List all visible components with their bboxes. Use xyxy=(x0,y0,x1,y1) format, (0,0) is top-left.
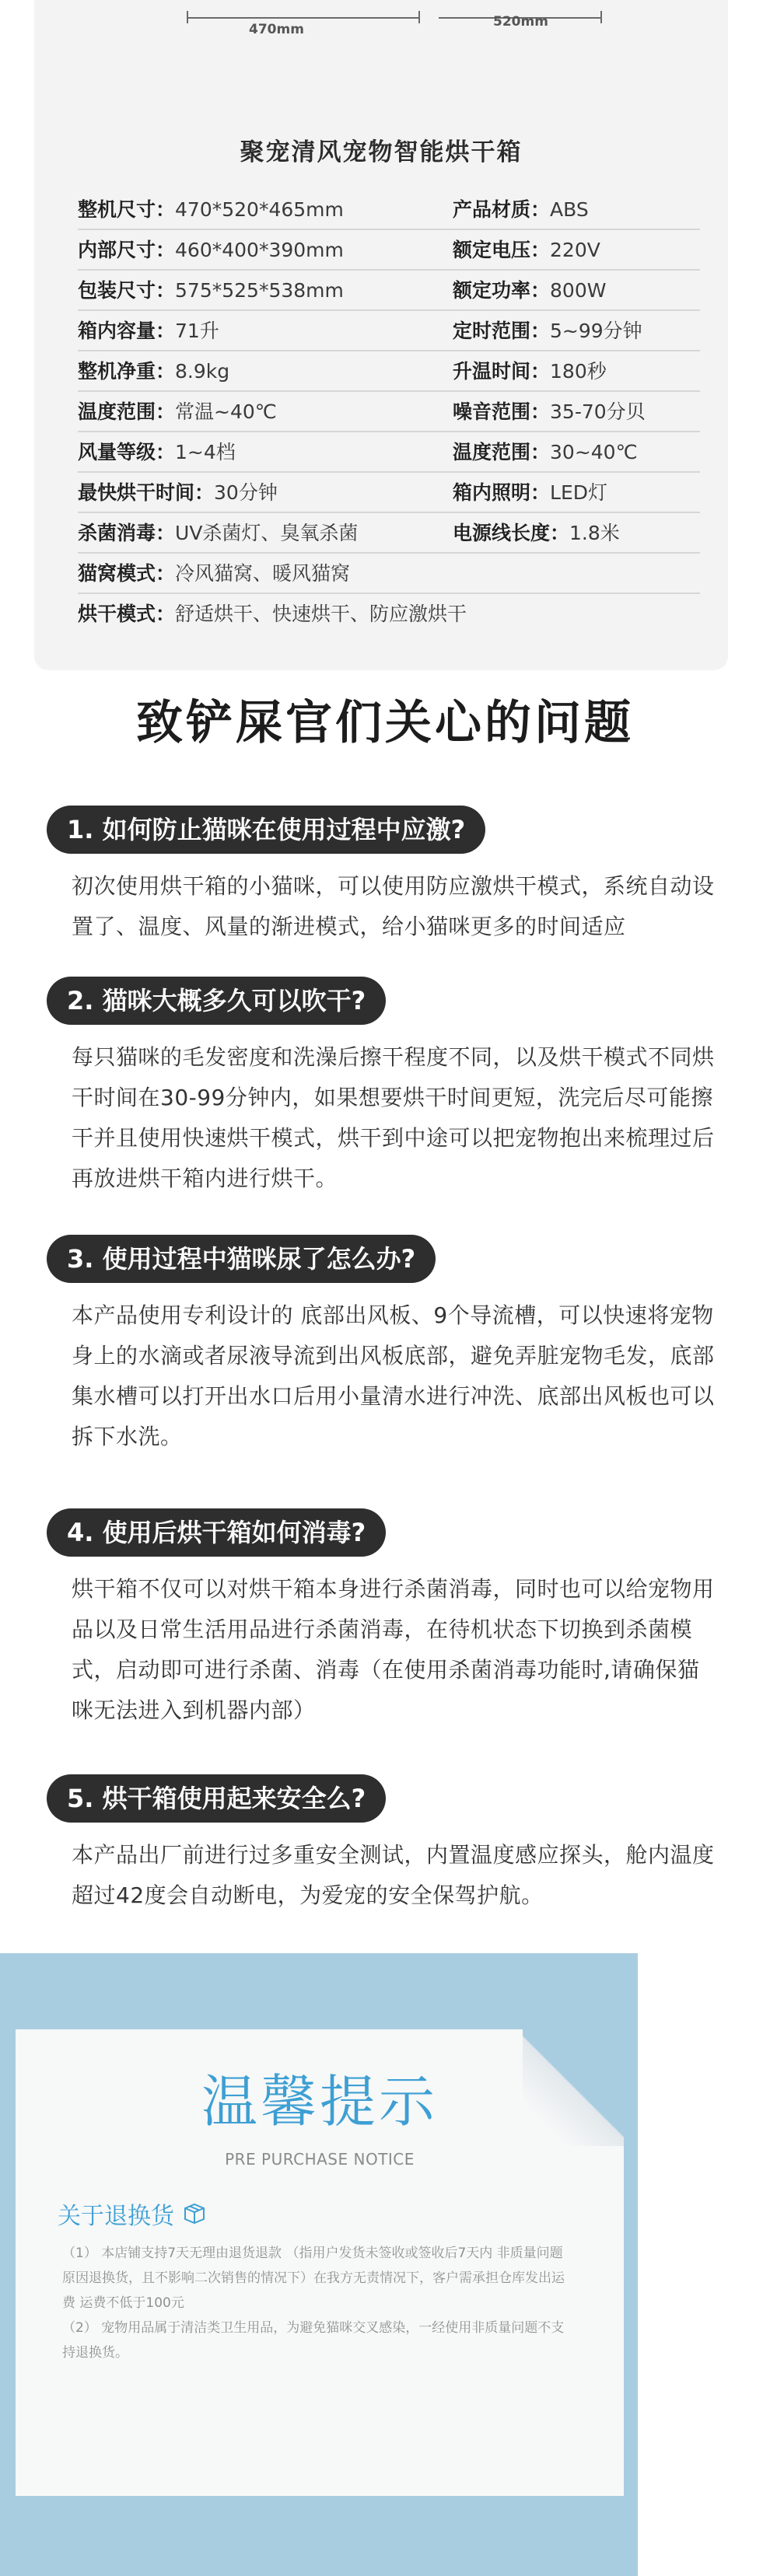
spec-row xyxy=(78,271,700,311)
spec-value: 800W xyxy=(550,279,607,302)
faq-question: 1. 如何防止猫咪在使用过程中应激? xyxy=(47,806,485,854)
spec-row xyxy=(78,473,700,513)
faq-answer: 本产品使用专利设计的 底部出风板、9个导流槽，可以快速将宠物身上的水滴或者尿液导流到出风板底部，避免弄脏宠物毛发，底部集水槽可以打开出水口后用小量清水进行冲洗、底部出风板也可以拆下水洗。 xyxy=(72,1302,715,1449)
spec-value: 180秒 xyxy=(550,360,607,383)
spec-key: 电源线长度： xyxy=(453,522,570,544)
spec-cell xyxy=(453,351,607,392)
spec-value: LED灯 xyxy=(550,481,607,504)
spec-row xyxy=(78,513,700,554)
spec-cell xyxy=(78,513,358,554)
spec-key: 定时范围： xyxy=(453,320,551,342)
faq-item-3 xyxy=(47,1235,731,1457)
spec-value: 30分钟 xyxy=(214,481,278,504)
spec-key: 猫窝模式： xyxy=(78,562,176,585)
notice-title: 温馨提示 xyxy=(201,2069,438,2134)
return-policy-body xyxy=(62,2241,576,2365)
faq-question: 3. 使用过程中猫咪尿了怎么办? xyxy=(47,1235,436,1283)
spec-key: 整机尺寸： xyxy=(78,198,176,221)
spec-row xyxy=(78,190,700,230)
spec-cell xyxy=(453,230,600,271)
spec-key: 箱内容量： xyxy=(78,320,176,342)
spec-cell xyxy=(78,554,350,594)
spec-key: 温度范围： xyxy=(78,400,176,423)
spec-key: 风量等级： xyxy=(78,441,176,463)
spec-cell xyxy=(78,351,229,392)
faq-answer: 每只猫咪的毛发密度和洗澡后擦干程度不同，以及烘干模式不同烘干时间在30-99分钟内，如果想要烘干时间更短，洗完后尽可能擦干并且使用快速烘干模式，烘干到中途可以把宠物抱出来梳理过后再放进烘干箱内进行烘干。 xyxy=(72,1044,715,1191)
spec-value: 470*520*465mm xyxy=(175,198,344,221)
faq-question: 2. 猫咪大概多久可以吹干? xyxy=(47,977,386,1025)
spec-row xyxy=(78,594,700,634)
return-policy-line-2: （2） 宠物用品属于清洁类卫生用品，为避免猫咪交叉感染，一经使用非质量问题不支持退换货。 xyxy=(62,2320,565,2361)
spec-cell xyxy=(453,311,642,351)
faq-question: 4. 使用后烘干箱如何消毒? xyxy=(47,1508,386,1557)
spec-value: 220V xyxy=(550,239,600,261)
package-icon xyxy=(182,2201,207,2226)
spec-value: 舒适烘干、快速烘干、防应激烘干 xyxy=(175,603,467,625)
spec-value: 8.9kg xyxy=(175,360,230,383)
spec-cell xyxy=(78,594,467,634)
spec-value: 1.8米 xyxy=(569,522,620,544)
spec-key: 额定功率： xyxy=(453,279,551,302)
spec-key: 升温时间： xyxy=(453,360,551,383)
faq-question: 5. 烘干箱使用起来安全么? xyxy=(47,1774,386,1823)
spec-cell xyxy=(453,190,589,230)
spec-key: 箱内照明： xyxy=(453,481,551,504)
spec-cell xyxy=(78,392,277,432)
spec-value: 35-70分贝 xyxy=(550,400,646,423)
spec-cell xyxy=(78,432,236,473)
faq-item-4 xyxy=(47,1508,731,1731)
faq-answer: 烘干箱不仅可以对烘干箱本身进行杀菌消毒，同时也可以给宠物用品以及日常生活用品进行杀菌消毒，在待机状态下切换到杀菌模式，启动即可进行杀菌、消毒（在使用杀菌消毒功能时,请确保猫咪无法进入到机器内部） xyxy=(72,1576,715,1723)
spec-value: ABS xyxy=(550,198,589,221)
spec-value: 460*400*390mm xyxy=(175,239,344,261)
spec-row xyxy=(78,392,700,432)
spec-cell xyxy=(453,432,638,473)
spec-value: UV杀菌灯、臭氧杀菌 xyxy=(175,522,359,544)
spec-cell xyxy=(453,473,607,513)
faq-item-5 xyxy=(47,1774,731,1916)
spec-row xyxy=(78,351,700,392)
spec-cell xyxy=(78,473,278,513)
faq-item-1 xyxy=(47,806,731,947)
spec-key: 包装尺寸： xyxy=(78,279,176,302)
notice-subtitle: PRE PURCHASE NOTICE xyxy=(225,2150,415,2169)
spec-value: 30~40℃ xyxy=(550,441,638,463)
width-dimension-label: 470mm xyxy=(249,22,304,37)
spec-key: 杀菌消毒： xyxy=(78,522,176,544)
spec-key: 最快烘干时间： xyxy=(78,481,215,504)
spec-cell xyxy=(78,271,344,311)
faq-heading: 致铲屎官们关心的问题 xyxy=(136,696,634,750)
spec-key: 内部尺寸： xyxy=(78,239,176,261)
return-policy-heading xyxy=(58,2197,207,2231)
dimension-diagram xyxy=(34,0,728,47)
spec-value: 575*525*538mm xyxy=(175,279,344,302)
spec-card xyxy=(34,0,728,670)
spec-key: 烘干模式： xyxy=(78,603,176,625)
spec-key: 产品材质： xyxy=(453,198,551,221)
spec-cell xyxy=(453,513,620,554)
spec-row xyxy=(78,311,700,351)
spec-key: 整机净重： xyxy=(78,360,176,383)
faq-answer: 本产品出厂前进行过多重安全测试，内置温度感应探头，舱内温度超过42度会自动断电，为爱宠的安全保驾护航。 xyxy=(72,1842,715,1908)
faq-item-2 xyxy=(47,977,731,1199)
spec-value: 冷风猫窝、暖风猫窝 xyxy=(175,562,351,585)
depth-dimension-label: 520mm xyxy=(493,14,548,30)
spec-cell xyxy=(78,311,219,351)
spec-cell xyxy=(78,190,344,230)
spec-key: 温度范围： xyxy=(453,441,551,463)
spec-value: 常温~40℃ xyxy=(175,400,277,423)
spec-key: 额定电压： xyxy=(453,239,551,261)
spec-row xyxy=(78,554,700,594)
return-policy-title: 关于退换货 xyxy=(58,2203,174,2230)
spec-row xyxy=(78,230,700,271)
spec-value: 5~99分钟 xyxy=(550,320,642,342)
spec-row xyxy=(78,432,700,473)
spec-cell xyxy=(78,230,344,271)
spec-value: 71升 xyxy=(175,320,219,342)
spec-key: 噪音范围： xyxy=(453,400,551,423)
spec-table xyxy=(78,190,700,634)
spec-value: 1~4档 xyxy=(175,441,236,463)
return-policy-line-1: （1） 本店铺支持7天无理由退货退款 （指用户发货未签收或签收后7天内 非质量问题原因退换货，且不影响二次销售的情况下）在我方无责情况下，客户需承担仓库发出运费 运费不低于100元 xyxy=(62,2246,565,2311)
spec-cell xyxy=(453,271,606,311)
faq-answer: 初次使用烘干箱的小猫咪，可以使用防应激烘干模式，系统自动设置了、温度、风量的渐进模式，给小猫咪更多的时间适应 xyxy=(72,873,715,939)
spec-title: 聚宠清风宠物智能烘干箱 xyxy=(240,138,523,166)
spec-cell xyxy=(453,392,646,432)
